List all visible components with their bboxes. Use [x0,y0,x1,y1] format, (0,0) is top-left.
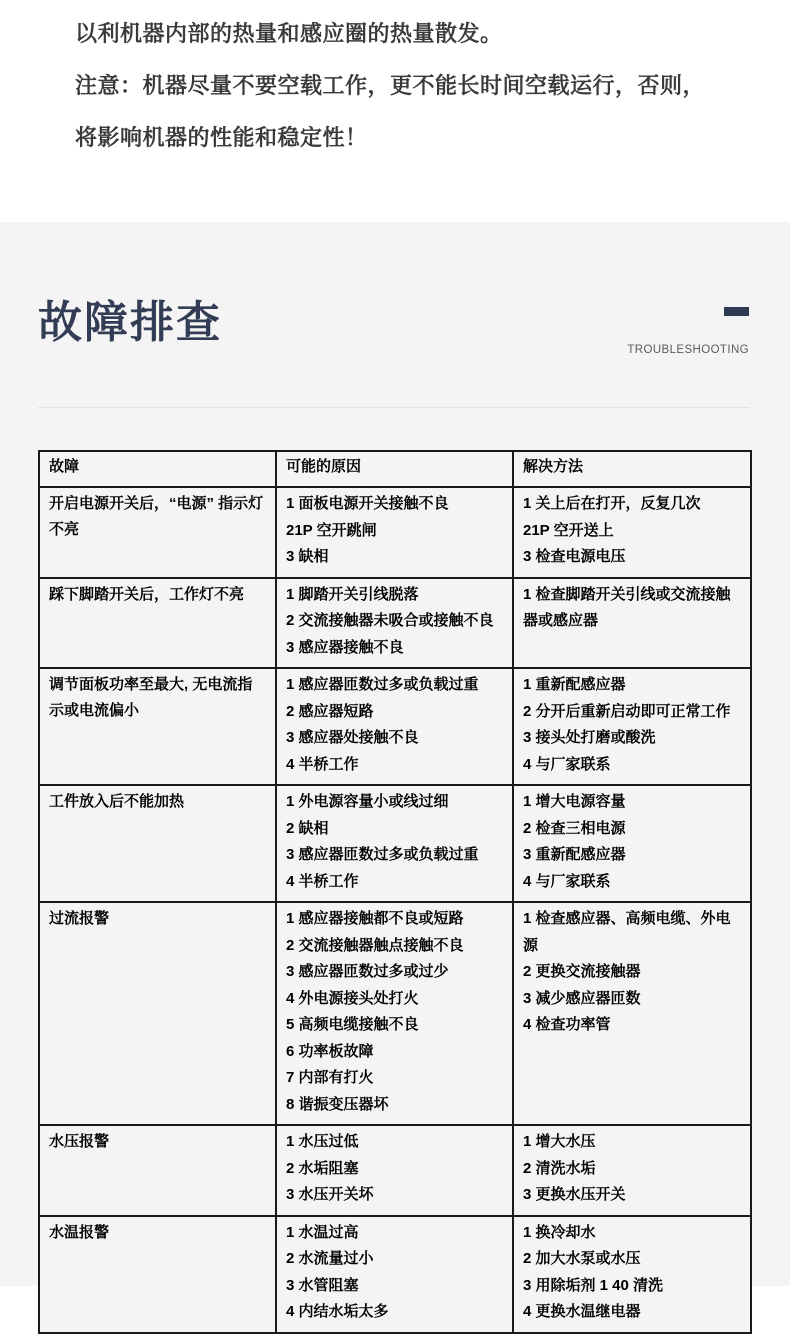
cell-line: 4 检查功率管 [523,1016,611,1033]
cell-line: 3 水管阻塞 [286,1276,359,1294]
cell-line: 1 换冷却水 [523,1223,596,1241]
cell-line: 8 谐振变压器坏 [286,1095,389,1113]
cell-line: 3 接头处打磨或酸洗 [523,729,656,746]
cell-line: 5 高频电缆接触不良 [286,1016,419,1033]
intro-line-3: 将影响机器的性能和稳定性！ [75,125,368,150]
cell-line: 6 功率板故障 [286,1042,374,1060]
solutions-cell [513,668,751,785]
table-row [39,487,751,578]
cell-line: 3 感应器处接触不良 [286,729,419,746]
section-divider [38,407,750,408]
cell-line: 3 缺相 [286,548,329,565]
solutions-cell [513,785,751,902]
cell-line: 1 脚踏开关引线脱落 [286,585,419,603]
fault-cell: 水压报警 [39,1125,276,1216]
column-header-fault: 故障 [39,451,276,487]
cell-line: 3 感应器匝数过多或负载过重 [286,846,479,863]
troubleshooting-table [38,450,752,1334]
cell-line: 4 半桥工作 [286,755,359,773]
table-row [39,1125,751,1216]
causes-cell [276,668,513,785]
solutions-cell [513,1216,751,1333]
cell-line: 2 交流接触器触点接触不良 [286,936,464,954]
solutions-cell [513,1125,751,1216]
cell-line: 4 半桥工作 [286,872,359,890]
troubleshooting-section [0,222,790,1320]
causes-cell [276,785,513,902]
cell-line: 21P 空开跳闸 [286,521,377,539]
page-title: 故障排查 [38,298,222,347]
cell-line: 4 与厂家联系 [523,755,611,773]
causes-cell [276,1125,513,1216]
section-subtitle: TROUBLESHOOTING [627,344,749,356]
cell-line: 1 检查感应器、高频电缆、外电源 [523,910,731,954]
cell-line: 1 水温过高 [286,1223,359,1241]
cell-line: 2 缺相 [286,819,329,837]
table-row [39,668,751,785]
cell-line: 4 外电源接头处打火 [286,989,419,1007]
cell-line: 1 感应器匝数过多或负载过重 [286,676,479,693]
cell-line: 7 内部有打火 [286,1069,374,1086]
cell-line: 1 水压过低 [286,1133,359,1150]
cell-line: 1 增大电源容量 [523,793,626,810]
section-header [0,222,790,407]
cell-line: 3 感应器匝数过多或过少 [286,963,449,980]
causes-cell [276,1216,513,1333]
solutions-cell [513,902,751,1125]
cell-line: 2 加大水泵或水压 [523,1250,641,1267]
table-row [39,1216,751,1333]
causes-cell [276,902,513,1125]
cell-line: 3 更换水压开关 [523,1186,626,1203]
cell-line: 3 重新配感应器 [523,846,626,863]
cell-line: 1 重新配感应器 [523,676,626,693]
table-row [39,902,751,1125]
table-header-row [39,451,751,487]
intro-line-1: 以利机器内部的热量和感应圈的热量散发。 [75,21,503,46]
cell-line: 3 用除垢剂 1 40 清洗 [523,1276,664,1294]
column-header-causes: 可能的原因 [276,451,513,487]
fault-cell: 开启电源开关后，“电源” 指示灯不亮 [39,487,276,578]
table-row [39,578,751,669]
cell-line: 2 水垢阻塞 [286,1159,359,1177]
solutions-cell [513,487,751,578]
cell-line: 1 检查脚踏开关引线或交流接触器或感应器 [523,585,731,629]
cell-line: 1 外电源容量小或线过细 [286,793,449,810]
cell-line: 1 关上后在打开，反复几次 [523,495,701,512]
cell-line: 2 交流接触器未吸合或接触不良 [286,612,494,629]
fault-cell: 踩下脚踏开关后，工作灯不亮 [39,578,276,669]
cell-line: 1 感应器接触都不良或短路 [286,910,464,927]
cell-line: 4 内结水垢太多 [286,1303,389,1320]
intro-line-2: 注意：机器尽量不要空载工作，更不能长时间空载运行，否则， [75,73,706,98]
intro-text-block [0,0,790,222]
section-header-right [627,303,749,356]
cell-line: 3 检查电源电压 [523,548,626,565]
cell-line: 3 减少感应器匝数 [523,989,641,1007]
fault-cell: 调节面板功率至最大, 无电流指示或电流偏小 [39,668,276,785]
cell-line: 2 水流量过小 [286,1250,374,1267]
causes-cell [276,487,513,578]
cell-line: 2 更换交流接触器 [523,963,641,980]
cell-line: 2 感应器短路 [286,702,374,720]
cell-line: 3 水压开关坏 [286,1186,374,1203]
causes-cell [276,578,513,669]
cell-line: 1 增大水压 [523,1133,596,1150]
cell-line: 2 清洗水垢 [523,1159,596,1177]
cell-line: 2 检查三相电源 [523,819,626,837]
fault-cell: 过流报警 [39,902,276,1125]
cell-line: 4 更换水温继电器 [523,1303,641,1320]
dash-icon [724,307,749,316]
cell-line: 21P 空开送上 [523,521,614,539]
fault-cell: 水温报警 [39,1216,276,1333]
table-row [39,785,751,902]
fault-cell: 工件放入后不能加热 [39,785,276,902]
solutions-cell [513,578,751,669]
cell-line: 4 与厂家联系 [523,872,611,890]
column-header-solutions: 解决方法 [513,451,751,487]
cell-line: 1 面板电源开关接触不良 [286,495,449,512]
cell-line: 3 感应器接触不良 [286,638,404,656]
cell-line: 2 分开后重新启动即可正常工作 [523,702,731,720]
